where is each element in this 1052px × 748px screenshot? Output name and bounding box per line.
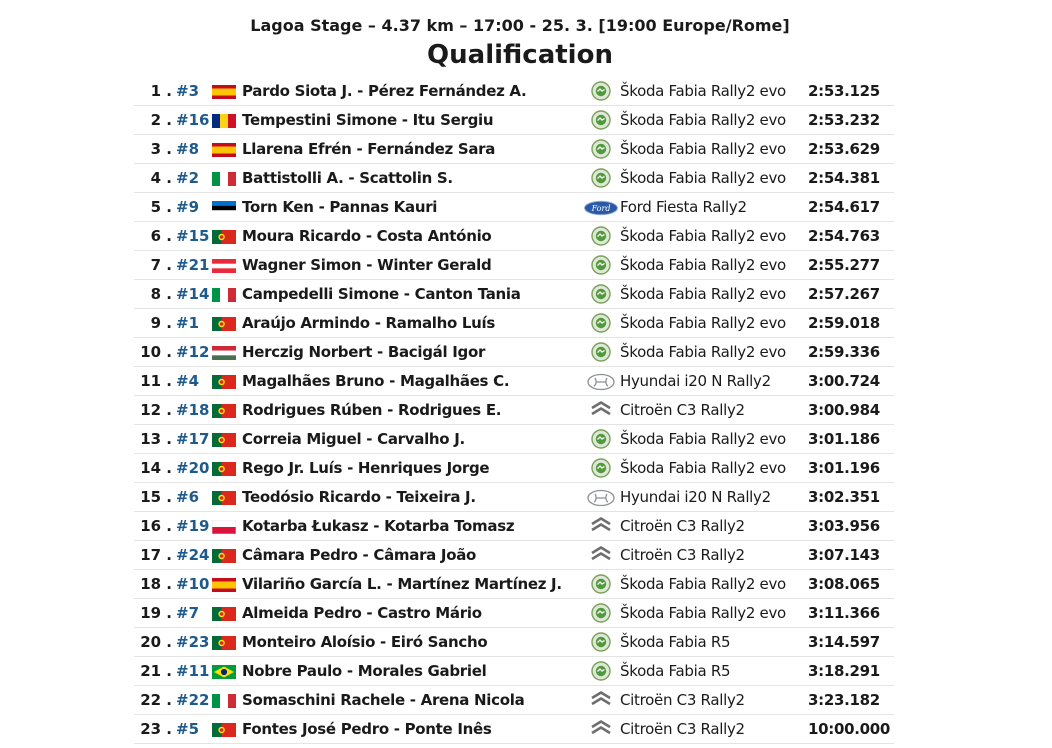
- car-number: #5: [176, 715, 212, 744]
- flag-pt-icon: [212, 636, 236, 650]
- crew-names: Wagner Simon - Winter Gerald: [242, 251, 582, 280]
- flag-cell: [212, 599, 242, 628]
- flag-cell: [212, 251, 242, 280]
- stage-time: 2:55.277: [808, 251, 894, 280]
- flag-cell: [212, 657, 242, 686]
- car-number: #23: [176, 628, 212, 657]
- position: 16 .: [134, 512, 176, 541]
- position: 10 .: [134, 338, 176, 367]
- result-row: [134, 135, 894, 164]
- flag-cell: [212, 77, 242, 106]
- flag-cell: [212, 135, 242, 164]
- skoda-logo-icon: [591, 313, 611, 333]
- stage-time: 2:54.617: [808, 193, 894, 222]
- position: 7 .: [134, 251, 176, 280]
- brand-cell: [582, 512, 620, 541]
- car-number: #24: [176, 541, 212, 570]
- brand-cell: [582, 77, 620, 106]
- flag-br-icon: [212, 665, 236, 679]
- car-number: #3: [176, 77, 212, 106]
- car-number: #6: [176, 483, 212, 512]
- stage-info: Lagoa Stage – 4.37 km – 17:00 - 25. 3. [19:00 Europe/Rome]: [250, 16, 790, 35]
- flag-ee-icon: [212, 201, 236, 215]
- brand-cell: [582, 222, 620, 251]
- position: 5 .: [134, 193, 176, 222]
- hyundai-logo-icon: [586, 489, 616, 507]
- car-number: #20: [176, 454, 212, 483]
- result-row: [134, 541, 894, 570]
- flag-cell: [212, 309, 242, 338]
- brand-cell: [582, 715, 620, 744]
- result-row: [134, 251, 894, 280]
- crew-names: Teodósio Ricardo - Teixeira J.: [242, 483, 582, 512]
- flag-es-icon: [212, 143, 236, 157]
- flag-cell: [212, 280, 242, 309]
- car-model: Citroën C3 Rally2: [620, 396, 808, 425]
- skoda-logo-icon: [591, 574, 611, 594]
- flag-at-icon: [212, 259, 236, 273]
- brand-cell: [582, 483, 620, 512]
- car-model: Škoda Fabia Rally2 evo: [620, 425, 808, 454]
- result-row: [134, 280, 894, 309]
- car-model: Hyundai i20 N Rally2: [620, 367, 808, 396]
- stage-time: 2:59.336: [808, 338, 894, 367]
- result-row: [134, 715, 894, 744]
- stage-time: 3:14.597: [808, 628, 894, 657]
- car-model: Škoda Fabia Rally2 evo: [620, 164, 808, 193]
- flag-cell: [212, 628, 242, 657]
- position: 17 .: [134, 541, 176, 570]
- skoda-logo-icon: [591, 284, 611, 304]
- flag-it-icon: [212, 694, 236, 708]
- flag-pt-icon: [212, 462, 236, 476]
- car-number: #8: [176, 135, 212, 164]
- result-row: [134, 193, 894, 222]
- citroen-logo-icon: [589, 515, 613, 537]
- position: 19 .: [134, 599, 176, 628]
- stage-time: 3:01.196: [808, 454, 894, 483]
- results-table: [134, 77, 894, 744]
- brand-cell: [582, 657, 620, 686]
- skoda-logo-icon: [591, 458, 611, 478]
- flag-cell: [212, 222, 242, 251]
- flag-cell: [212, 396, 242, 425]
- stage-time: 2:54.381: [808, 164, 894, 193]
- car-model: Škoda Fabia Rally2 evo: [620, 280, 808, 309]
- flag-cell: [212, 425, 242, 454]
- car-model: Škoda Fabia Rally2 evo: [620, 135, 808, 164]
- position: 18 .: [134, 570, 176, 599]
- flag-cell: [212, 193, 242, 222]
- page-title: Qualification: [427, 40, 613, 70]
- flag-it-icon: [212, 172, 236, 186]
- skoda-logo-icon: [591, 168, 611, 188]
- brand-cell: [582, 106, 620, 135]
- stage-time: 3:00.724: [808, 367, 894, 396]
- brand-cell: [582, 193, 620, 222]
- svg-text:Ford: Ford: [591, 203, 611, 213]
- result-row: [134, 599, 894, 628]
- flag-pt-icon: [212, 549, 236, 563]
- crew-names: Vilariño García L. - Martínez Martínez J.: [242, 570, 582, 599]
- skoda-logo-icon: [591, 342, 611, 362]
- result-row: [134, 77, 894, 106]
- flag-pt-icon: [212, 433, 236, 447]
- position: 20 .: [134, 628, 176, 657]
- car-number: #16: [176, 106, 212, 135]
- brand-cell: [582, 570, 620, 599]
- car-number: #21: [176, 251, 212, 280]
- flag-cell: [212, 338, 242, 367]
- car-number: #7: [176, 599, 212, 628]
- result-row: [134, 570, 894, 599]
- stage-time: 3:07.143: [808, 541, 894, 570]
- position: 9 .: [134, 309, 176, 338]
- flag-pt-icon: [212, 230, 236, 244]
- citroen-logo-icon: [589, 399, 613, 421]
- crew-names: Fontes José Pedro - Ponte Inês: [242, 715, 582, 744]
- car-number: #1: [176, 309, 212, 338]
- flag-pt-icon: [212, 404, 236, 418]
- flag-pt-icon: [212, 723, 236, 737]
- crew-names: Correia Miguel - Carvalho J.: [242, 425, 582, 454]
- crew-names: Rego Jr. Luís - Henriques Jorge: [242, 454, 582, 483]
- flag-cell: [212, 106, 242, 135]
- result-row: [134, 367, 894, 396]
- brand-cell: [582, 164, 620, 193]
- car-number: #15: [176, 222, 212, 251]
- stage-time: 2:53.232: [808, 106, 894, 135]
- stage-time: 3:23.182: [808, 686, 894, 715]
- result-row: [134, 309, 894, 338]
- crew-names: Battistolli A. - Scattolin S.: [242, 164, 582, 193]
- flag-ro-icon: [212, 114, 236, 128]
- stage-time: 3:02.351: [808, 483, 894, 512]
- flag-cell: [212, 686, 242, 715]
- car-model: Škoda Fabia Rally2 evo: [620, 338, 808, 367]
- brand-cell: [582, 628, 620, 657]
- flag-cell: [212, 454, 242, 483]
- brand-cell: [582, 599, 620, 628]
- skoda-logo-icon: [591, 110, 611, 130]
- flag-hu-icon: [212, 346, 236, 360]
- car-model: Škoda Fabia Rally2 evo: [620, 106, 808, 135]
- result-row: [134, 164, 894, 193]
- car-model: Citroën C3 Rally2: [620, 512, 808, 541]
- brand-cell: [582, 686, 620, 715]
- stage-time: 3:00.984: [808, 396, 894, 425]
- citroen-logo-icon: [589, 544, 613, 566]
- car-model: Škoda Fabia Rally2 evo: [620, 454, 808, 483]
- car-model: Škoda Fabia Rally2 evo: [620, 570, 808, 599]
- crew-names: Araújo Armindo - Ramalho Luís: [242, 309, 582, 338]
- position: 15 .: [134, 483, 176, 512]
- position: 21 .: [134, 657, 176, 686]
- result-row: [134, 686, 894, 715]
- skoda-logo-icon: [591, 139, 611, 159]
- flag-cell: [212, 715, 242, 744]
- crew-names: Kotarba Łukasz - Kotarba Tomasz: [242, 512, 582, 541]
- result-row: [134, 396, 894, 425]
- stage-time: 3:08.065: [808, 570, 894, 599]
- flag-cell: [212, 483, 242, 512]
- crew-names: Torn Ken - Pannas Kauri: [242, 193, 582, 222]
- flag-cell: [212, 164, 242, 193]
- flag-pt-icon: [212, 491, 236, 505]
- result-row: [134, 628, 894, 657]
- brand-cell: [582, 338, 620, 367]
- flag-it-icon: [212, 288, 236, 302]
- brand-cell: [582, 309, 620, 338]
- result-row: [134, 425, 894, 454]
- crew-names: Magalhães Bruno - Magalhães C.: [242, 367, 582, 396]
- position: 1 .: [134, 77, 176, 106]
- flag-pt-icon: [212, 317, 236, 331]
- car-number: #17: [176, 425, 212, 454]
- position: 3 .: [134, 135, 176, 164]
- crew-names: Câmara Pedro - Câmara João: [242, 541, 582, 570]
- brand-cell: [582, 454, 620, 483]
- brand-cell: [582, 135, 620, 164]
- brand-cell: [582, 280, 620, 309]
- result-row: [134, 512, 894, 541]
- position: 8 .: [134, 280, 176, 309]
- crew-names: Campedelli Simone - Canton Tania: [242, 280, 582, 309]
- brand-cell: [582, 251, 620, 280]
- car-number: #14: [176, 280, 212, 309]
- skoda-logo-icon: [591, 632, 611, 652]
- car-model: Citroën C3 Rally2: [620, 715, 808, 744]
- car-model: Škoda Fabia Rally2 evo: [620, 599, 808, 628]
- flag-pt-icon: [212, 607, 236, 621]
- stage-time: 3:18.291: [808, 657, 894, 686]
- hyundai-logo-icon: [586, 373, 616, 391]
- position: 2 .: [134, 106, 176, 135]
- crew-names: Nobre Paulo - Morales Gabriel: [242, 657, 582, 686]
- position: 11 .: [134, 367, 176, 396]
- car-model: Ford Fiesta Rally2: [620, 193, 808, 222]
- result-row: [134, 657, 894, 686]
- stage-time: 3:11.366: [808, 599, 894, 628]
- skoda-logo-icon: [591, 226, 611, 246]
- result-row: [134, 454, 894, 483]
- position: 6 .: [134, 222, 176, 251]
- flag-es-icon: [212, 85, 236, 99]
- position: 14 .: [134, 454, 176, 483]
- crew-names: Tempestini Simone - Itu Sergiu: [242, 106, 582, 135]
- car-model: Škoda Fabia Rally2 evo: [620, 251, 808, 280]
- skoda-logo-icon: [591, 661, 611, 681]
- position: 13 .: [134, 425, 176, 454]
- crew-names: Monteiro Aloísio - Eiró Sancho: [242, 628, 582, 657]
- position: 4 .: [134, 164, 176, 193]
- brand-cell: [582, 396, 620, 425]
- flag-cell: [212, 367, 242, 396]
- stage-time: 2:53.629: [808, 135, 894, 164]
- citroen-logo-icon: [589, 718, 613, 740]
- flag-cell: [212, 541, 242, 570]
- stage-time: 2:53.125: [808, 77, 894, 106]
- stage-time: 3:01.186: [808, 425, 894, 454]
- car-number: #18: [176, 396, 212, 425]
- car-number: #11: [176, 657, 212, 686]
- flag-cell: [212, 512, 242, 541]
- skoda-logo-icon: [591, 81, 611, 101]
- crew-names: Pardo Siota J. - Pérez Fernández A.: [242, 77, 582, 106]
- position: 22 .: [134, 686, 176, 715]
- car-model: Škoda Fabia Rally2 evo: [620, 222, 808, 251]
- crew-names: Rodrigues Rúben - Rodrigues E.: [242, 396, 582, 425]
- car-number: #9: [176, 193, 212, 222]
- result-row: [134, 106, 894, 135]
- brand-cell: [582, 541, 620, 570]
- crew-names: Llarena Efrén - Fernández Sara: [242, 135, 582, 164]
- stage-time: 2:54.763: [808, 222, 894, 251]
- skoda-logo-icon: [591, 603, 611, 623]
- flag-pt-icon: [212, 375, 236, 389]
- stage-time: 2:57.267: [808, 280, 894, 309]
- car-model: Citroën C3 Rally2: [620, 541, 808, 570]
- flag-pl-icon: [212, 520, 236, 534]
- skoda-logo-icon: [591, 429, 611, 449]
- car-number: #2: [176, 164, 212, 193]
- crew-names: Herczig Norbert - Bacigál Igor: [242, 338, 582, 367]
- car-model: Škoda Fabia Rally2 evo: [620, 77, 808, 106]
- car-model: Citroën C3 Rally2: [620, 686, 808, 715]
- car-number: #19: [176, 512, 212, 541]
- car-number: #12: [176, 338, 212, 367]
- crew-names: Moura Ricardo - Costa António: [242, 222, 582, 251]
- flag-es-icon: [212, 578, 236, 592]
- car-model: Škoda Fabia R5: [620, 657, 808, 686]
- result-row: [134, 338, 894, 367]
- stage-time: 10:00.000: [808, 715, 894, 744]
- car-model: Hyundai i20 N Rally2: [620, 483, 808, 512]
- stage-time: 3:03.956: [808, 512, 894, 541]
- flag-cell: [212, 570, 242, 599]
- position: 12 .: [134, 396, 176, 425]
- stage-time: 2:59.018: [808, 309, 894, 338]
- car-number: #10: [176, 570, 212, 599]
- car-number: #22: [176, 686, 212, 715]
- car-model: Škoda Fabia R5: [620, 628, 808, 657]
- skoda-logo-icon: [591, 255, 611, 275]
- result-row: [134, 222, 894, 251]
- car-number: #4: [176, 367, 212, 396]
- ford-logo-icon: [583, 200, 619, 216]
- brand-cell: [582, 425, 620, 454]
- citroen-logo-icon: [589, 689, 613, 711]
- position: 23 .: [134, 715, 176, 744]
- brand-cell: [582, 367, 620, 396]
- crew-names: Somaschini Rachele - Arena Nicola: [242, 686, 582, 715]
- crew-names: Almeida Pedro - Castro Mário: [242, 599, 582, 628]
- result-row: [134, 483, 894, 512]
- car-model: Škoda Fabia Rally2 evo: [620, 309, 808, 338]
